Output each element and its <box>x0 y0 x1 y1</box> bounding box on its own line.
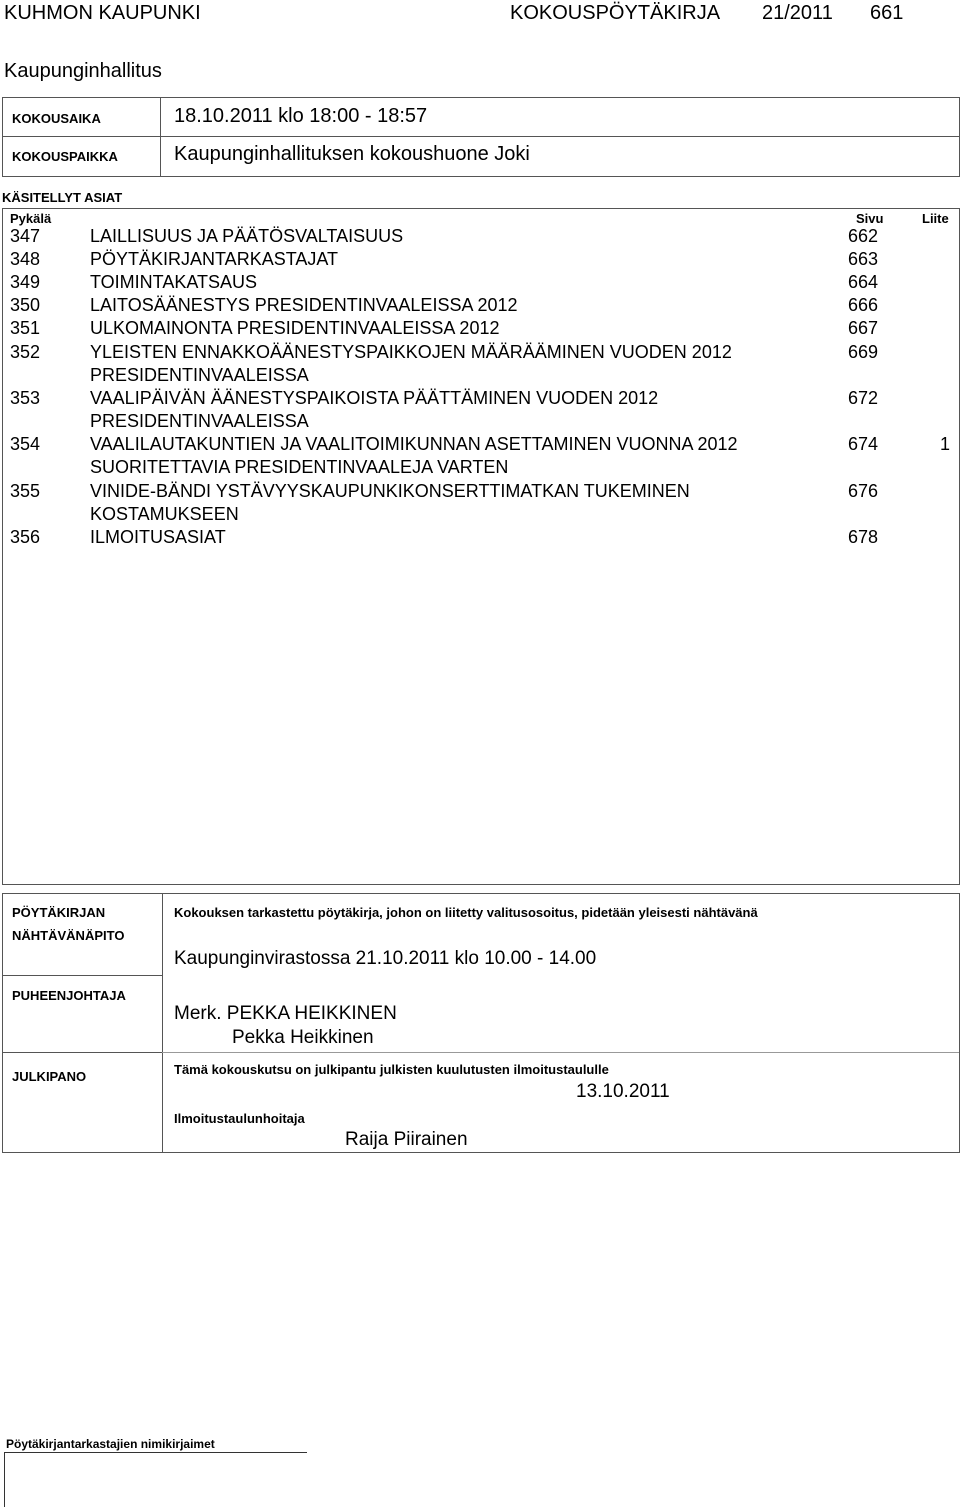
item-page: 672 <box>848 388 879 408</box>
item-page: 676 <box>848 481 879 501</box>
item-attachment: 1 <box>940 434 951 454</box>
meeting-time-value: 18.10.2011 klo 18:00 - 18:57 <box>174 105 428 127</box>
chair-line-1: Merk. PEKKA HEIKKINEN <box>174 1003 397 1024</box>
item-title: ULKOMAINONTA PRESIDENTINVAALEISSA 2012 <box>90 318 500 338</box>
item-number: 347 <box>10 226 41 246</box>
item-page: 662 <box>848 226 879 246</box>
meeting-place-value: Kaupunginhallituksen kokoushuone Joki <box>174 143 530 165</box>
signature-box-edge <box>4 1452 5 1507</box>
item-title: YLEISTEN ENNAKKOÄÄNESTYSPAIKKOJEN MÄÄRÄÄMINEN VUODEN 2012 PRESIDENTINVAALEISSA <box>90 342 732 385</box>
item-title: LAILLISUUS JA PÄÄTÖSVALTAISUUS <box>90 226 404 246</box>
inspection-place-time: Kaupunginvirastossa 21.10.2011 klo 10.00 - 14.00 <box>174 948 597 969</box>
document-number: 21/2011 <box>762 2 833 24</box>
item-number: 354 <box>10 434 41 454</box>
item-title: VAALIPÄIVÄN ÄÄNESTYSPAIKOISTA PÄÄTTÄMINEN VUODEN 2012 PRESIDENTINVAALEISSA <box>90 388 659 431</box>
item-title: VINIDE-BÄNDI YSTÄVYYSKAUPUNKIKONSERTTIMATKAN TUKEMINEN KOSTAMUKSEEN <box>90 481 690 524</box>
publication-label: JULKIPANO <box>12 1069 87 1084</box>
board-keeper-name: Raija Piirainen <box>345 1129 468 1150</box>
chair-line-2: Pekka Heikkinen <box>232 1027 374 1048</box>
footer-box <box>2 893 960 1153</box>
column-header-section: Pykälä <box>10 211 52 226</box>
item-page: 663 <box>848 249 879 269</box>
chair-label: PUHEENJOHTAJA <box>12 988 126 1003</box>
signatures-label: Pöytäkirjantarkastajien nimikirjaimet <box>6 1437 215 1451</box>
item-number: 348 <box>10 249 41 269</box>
item-title: TOIMINTAKATSAUS <box>90 272 258 292</box>
item-title: ILMOITUSASIAT <box>90 527 226 547</box>
meeting-place-label: KOKOUSPAIKKA <box>12 149 118 164</box>
signature-line <box>4 1452 307 1453</box>
column-header-attachment: Liite <box>922 211 949 226</box>
items-section-title: KÄSITELLYT ASIAT <box>2 190 123 205</box>
organ-name: Kaupunginhallitus <box>4 60 162 82</box>
board-keeper-label: Ilmoitustaulunhoitaja <box>174 1111 305 1126</box>
item-number: 353 <box>10 388 41 408</box>
publication-text: Tämä kokouskutsu on julkipantu julkisten kuulutusten ilmoitustaululle <box>174 1062 609 1077</box>
item-page: 674 <box>848 434 879 454</box>
item-page: 667 <box>848 318 879 338</box>
item-title: VAALILAUTAKUNTIEN JA VAALITOIMIKUNNAN ASETTAMINEN VUONNA 2012 SUORITETTAVIA PRESIDENTINVAALEJA VARTEN <box>90 434 738 477</box>
item-page: 678 <box>848 527 879 547</box>
page-number: 661 <box>870 2 904 24</box>
meeting-time-label: KOKOUSAIKA <box>12 111 101 126</box>
item-number: 356 <box>10 527 41 547</box>
inspection-text: Kokouksen tarkastettu pöytäkirja, johon on liitetty valitusosoitus, pidetään yleisesti nähtävänä <box>174 905 758 920</box>
item-title: LAITOSÄÄNESTYS PRESIDENTINVAALEISSA 2012 <box>90 295 518 315</box>
item-number: 355 <box>10 481 41 501</box>
item-page: 669 <box>848 342 879 362</box>
column-header-page: Sivu <box>856 211 884 226</box>
item-number: 352 <box>10 342 41 362</box>
publication-date: 13.10.2011 <box>576 1081 670 1102</box>
inspection-label-line-2: NÄHTÄVÄNÄPITO <box>12 928 125 943</box>
item-page: 666 <box>848 295 879 315</box>
item-number: 349 <box>10 272 41 292</box>
city-name: KUHMON KAUPUNKI <box>4 2 201 24</box>
document-type: KOKOUSPÖYTÄKIRJA <box>510 2 721 24</box>
item-number: 350 <box>10 295 41 315</box>
item-number: 351 <box>10 318 41 338</box>
item-page: 664 <box>848 272 879 292</box>
item-title: PÖYTÄKIRJANTARKASTAJAT <box>90 249 339 269</box>
inspection-label-line-1: PÖYTÄKIRJAN <box>12 905 106 920</box>
